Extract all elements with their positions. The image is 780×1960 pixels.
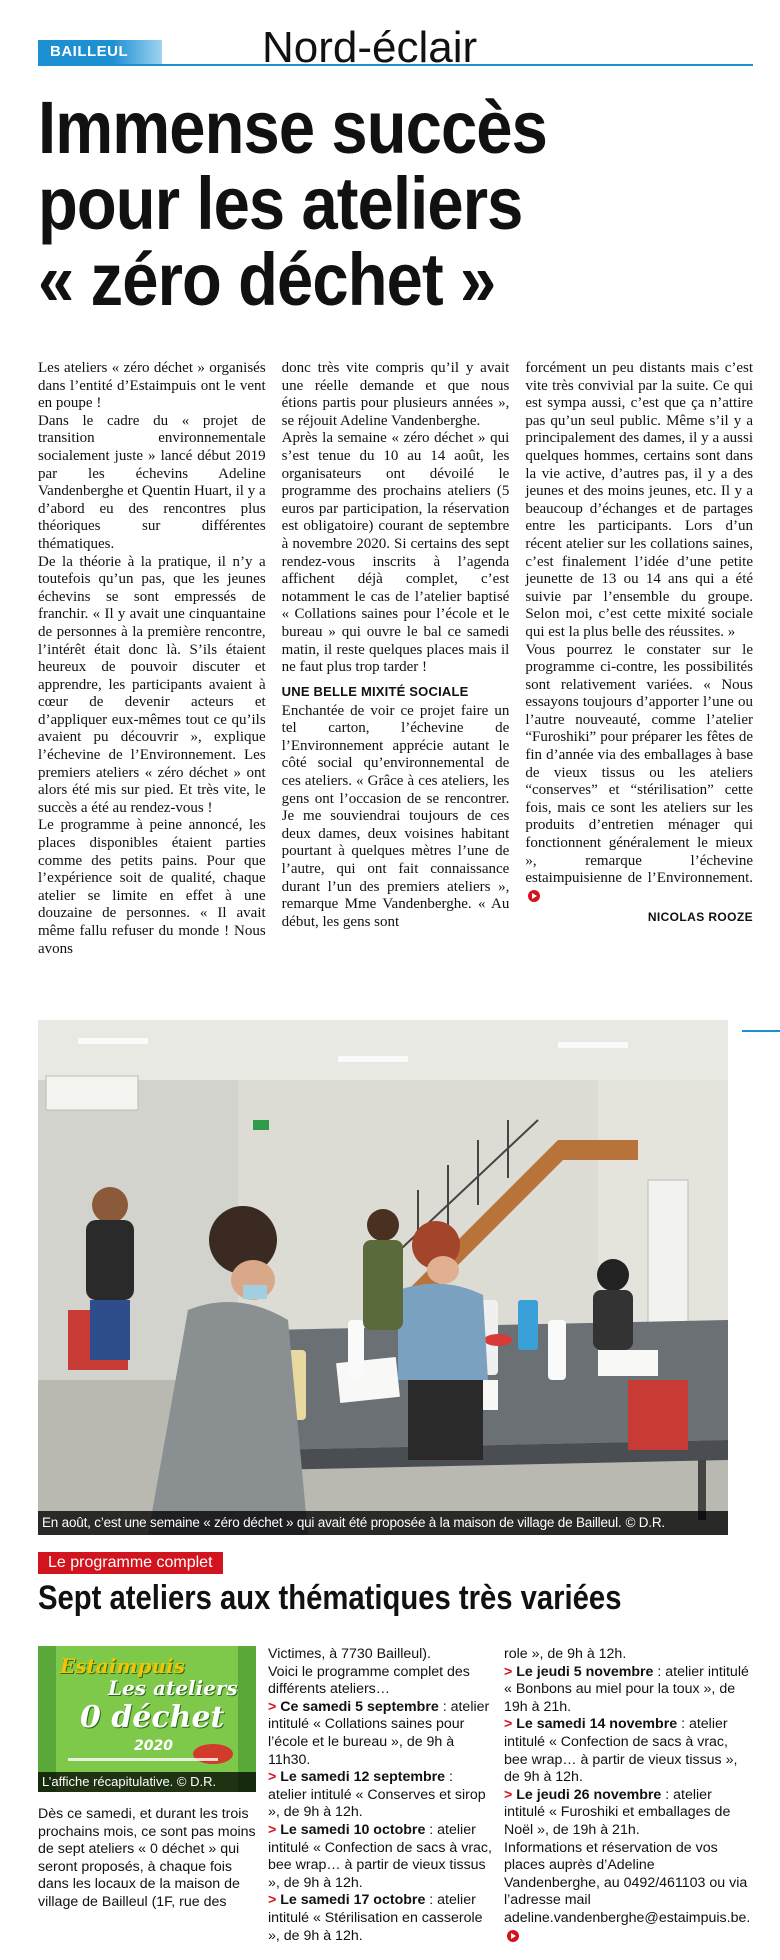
workshop-photo-illustration xyxy=(38,1020,728,1535)
poster-caption-text: L’affiche récapitulative. xyxy=(42,1774,174,1789)
program-event xyxy=(268,1822,492,1892)
program-event xyxy=(504,1664,753,1717)
article-column-1 xyxy=(38,360,266,1005)
event-date: Le samedi 14 novembre xyxy=(516,1716,678,1733)
article-column-3 xyxy=(525,360,753,1005)
event-date: Ce samedi 5 septembre xyxy=(280,1698,439,1715)
program-info-text: Informations et réservation de vos places auprès d’Adeline Vandenberghe, au 0492/461103 ou via l’adresse mail adeline.vandenberghe@estaimpuis.be. xyxy=(504,1839,751,1926)
poster-title-line-1: Estaimpuis xyxy=(60,1654,185,1678)
program-body xyxy=(38,1646,753,1956)
program-event xyxy=(268,1769,492,1822)
program-event-continued: role », de 9h à 12h. xyxy=(504,1646,627,1662)
margin-rule xyxy=(742,1030,780,1032)
arrow-icon: > xyxy=(504,1786,513,1803)
program-title: Sept ateliers aux thématiques très variées xyxy=(38,1579,622,1617)
paragraph: Le programme à peine annoncé, les places disponibles étaient parties comme des petits pains. Pour que l’expérience soit de qualité, chaque atelier se limite en effet à une douzaine de personnes. « Il avait même fallu refuser du monde ! Nous avons xyxy=(38,817,266,957)
paragraph: Après la semaine « zéro déchet » qui s’est tenue du 10 au 14 août, les organisateurs ont dévoilé le programme des prochains ateliers (5 euros par participation, la réservation est obligatoire) courant de septembre à novembre 2020. Si certains des sept rendez-vous inscrits à l’agenda affichent déjà complet, c’est notamment le cas de l’atelier baptisé « Collations saines pour l’école et le bureau » qui ouvre le bal ce samedi matin, il reste quelques places mais il ne faut plus trop tarder ! xyxy=(281,430,510,676)
page-header xyxy=(0,0,780,80)
poster-year: 2020 xyxy=(134,1738,173,1754)
program-lead: Voici le programme complet des différents ateliers… xyxy=(268,1663,470,1698)
event-text: : atelier intitulé « Stérilisation en casserole », de 9h à 12h. xyxy=(268,1892,483,1944)
headline-line-1: Immense succès xyxy=(38,86,547,169)
event-text: : atelier intitulé « Furoshiki et emballages de Noël », de 19h à 21h. xyxy=(504,1786,731,1838)
section-tag: BAILLEUL xyxy=(38,40,162,64)
byline: NICOLAS ROOZE xyxy=(647,910,754,925)
article-column-2 xyxy=(282,360,510,1005)
program-event xyxy=(504,1787,753,1840)
program-event xyxy=(504,1716,753,1786)
end-of-article-icon xyxy=(528,890,540,902)
event-date: Le jeudi 5 novembre xyxy=(516,1663,654,1680)
program-tag: Le programme complet xyxy=(38,1552,223,1574)
program-column-1 xyxy=(38,1806,256,1956)
paragraph: De la théorie à la pratique, il n’y a toutefois qu’un pas, que les jeunes échevins se sont empressés de franchir. « Il y avait une cinquantaine de personnes à la première rencontre, l’intérêt était donc là. S’ils étaient heureux de pouvoir discuter et apprendre, les participants avaient à cœur de devenir acteurs et d’appliquer eux-mêmes tout ce qu’ils avaient pu découvrir », explique l’échevine de l’Environnement. Les premiers ateliers « zéro déchet » ont alors été mis sur pied. Et très vite, le succès a été au rendez-vous ! xyxy=(38,553,266,816)
poster-title-line-2: Les ateliers xyxy=(108,1676,238,1700)
poster-title-line-3: 0 déchet xyxy=(80,1700,225,1735)
workshop-photo xyxy=(38,1020,728,1535)
paragraph: forcément un peu distants mais c’est vite très convivial par la suite. Ce qui est sympa aussi, c’est que ça n’attire pas qu’un seul public. Même s’il y a principalement des dames, il y a aussi quelques hommes, certains sont dans la vie active, d’autres pas, il y a des jeunes et des moins jeunes, etc. Il y a beaucoup d’échanges et de partages entre les participants. Lors d’un récent atelier sur les collations saines, c’est finalement l’idée d’une petite jeunette de 13 ou 14 ans qui a été suivie par l’ensemble du groupe. Selon moi, c’est cette mixité sociale qui est la plus belle des réussites. » xyxy=(525,360,754,640)
program-info xyxy=(504,1840,753,1946)
paragraph-text: Vous pourrez le constater sur le programme ci-contre, les possibilités sont relativement variées. « Nous essayons toujours d’apporter l’une ou l’autre nouveauté, comme l’atelier “Furoshiki” pour préparer les fêtes de fin d’année via des emballages à base de vieux tissus ou les ateliers “conserves” et “stérilisation” cette fois, mais ce sont les ateliers sur les produits d’entretien ménager qui fonctionnent généralement le mieux », remarque l’échevine estaimpuisienne de l’Environnement. xyxy=(525,641,754,887)
arrow-icon: > xyxy=(268,1698,277,1715)
article-body xyxy=(38,360,753,1005)
paragraph: donc très vite compris qu’il y avait une réelle demande et que nous étions partis pour plusieurs années », se réjouit Adeline Vandenberghe. xyxy=(281,360,510,429)
end-of-article-icon xyxy=(507,1930,519,1942)
event-date: Le jeudi 26 novembre xyxy=(516,1786,662,1803)
paragraph: Dans le cadre du « projet de transition environnementale socialement juste » lancé début 2019 par les échevins Adeline Vandenberghe et Quentin Huart, il y a d’abord eu des rencontres plus théoriques sur différentes thématiques. xyxy=(38,412,266,552)
program-column-2 xyxy=(268,1646,492,1956)
article-subhead: UNE BELLE MIXITÉ SOCIALE xyxy=(281,683,469,699)
program-column-3 xyxy=(504,1646,753,1956)
arrow-icon: > xyxy=(268,1892,277,1909)
program-event xyxy=(268,1699,492,1769)
arrow-icon: > xyxy=(504,1716,513,1733)
headline-line-2: pour les ateliers xyxy=(38,162,523,245)
event-text: : atelier intitulé « Bonbons au miel pour la toux », de 19h à 21h. xyxy=(504,1663,749,1715)
event-text: : atelier intitulé « Collations saines pour l’école et le bureau », de 9h à 11h30. xyxy=(268,1698,490,1768)
program-intro-continued: Victimes, à 7730 Bailleul). xyxy=(268,1646,431,1662)
photo-credit: © D.R. xyxy=(625,1515,665,1530)
event-date: Le samedi 12 septembre xyxy=(280,1769,446,1786)
newspaper-name: Nord-éclair xyxy=(262,23,478,72)
headline xyxy=(38,86,667,321)
event-text: : atelier intitulé « Conserves et sirop », de 9h à 12h. xyxy=(268,1769,486,1821)
program-intro: Dès ce samedi, et durant les trois prochains mois, ce sont pas moins de sept ateliers « 0 déchet » qui seront proposés, à chaque fois dans les locaux de la maison de village de Bailleul (1F, rue des xyxy=(38,1806,256,1910)
arrow-icon: > xyxy=(268,1821,277,1838)
paragraph: Enchantée de voir ce projet faire un tel carton, l’échevine de l’Environnement apprécie autant le côté social qu’environnemental de ces ateliers. « Grâce à ces ateliers, les gens ont l’occasion de se rencontrer. Je me souviendrai toujours de ces deux dames, deux voisines habitant pourtant à quelques mètres l’une de l’autre, qui ont fait connaissance durant l’un des premiers ateliers », remarque Mme Vandenberghe. « Au début, les gens sont xyxy=(281,702,510,930)
event-date: Le samedi 10 octobre xyxy=(280,1821,426,1838)
event-text: : atelier intitulé « Confection de sacs à vrac, bee wrap… à partir de vieux tissus », de 9h à 12h. xyxy=(268,1821,492,1891)
event-text: : atelier intitulé « Confection de sacs à vrac, bee wrap… à partir de vieux tissus », de 9h à 12h. xyxy=(504,1716,738,1786)
headline-line-3: « zéro déchet » xyxy=(38,238,496,321)
event-date: Le samedi 17 octobre xyxy=(280,1892,426,1909)
arrow-icon: > xyxy=(268,1769,277,1786)
paragraph: Les ateliers « zéro déchet » organisés dans l’entité d’Estaimpuis ont le vent en poupe ! xyxy=(38,360,266,412)
program-event xyxy=(268,1892,492,1945)
photo-caption-text: En août, c’est une semaine « zéro déchet » qui avait été proposée à la maison de village de Bailleul. xyxy=(42,1515,622,1530)
arrow-icon: > xyxy=(504,1663,513,1680)
photo-caption xyxy=(38,1511,728,1535)
poster-credit: © D.R. xyxy=(176,1774,217,1789)
paragraph xyxy=(525,642,753,906)
